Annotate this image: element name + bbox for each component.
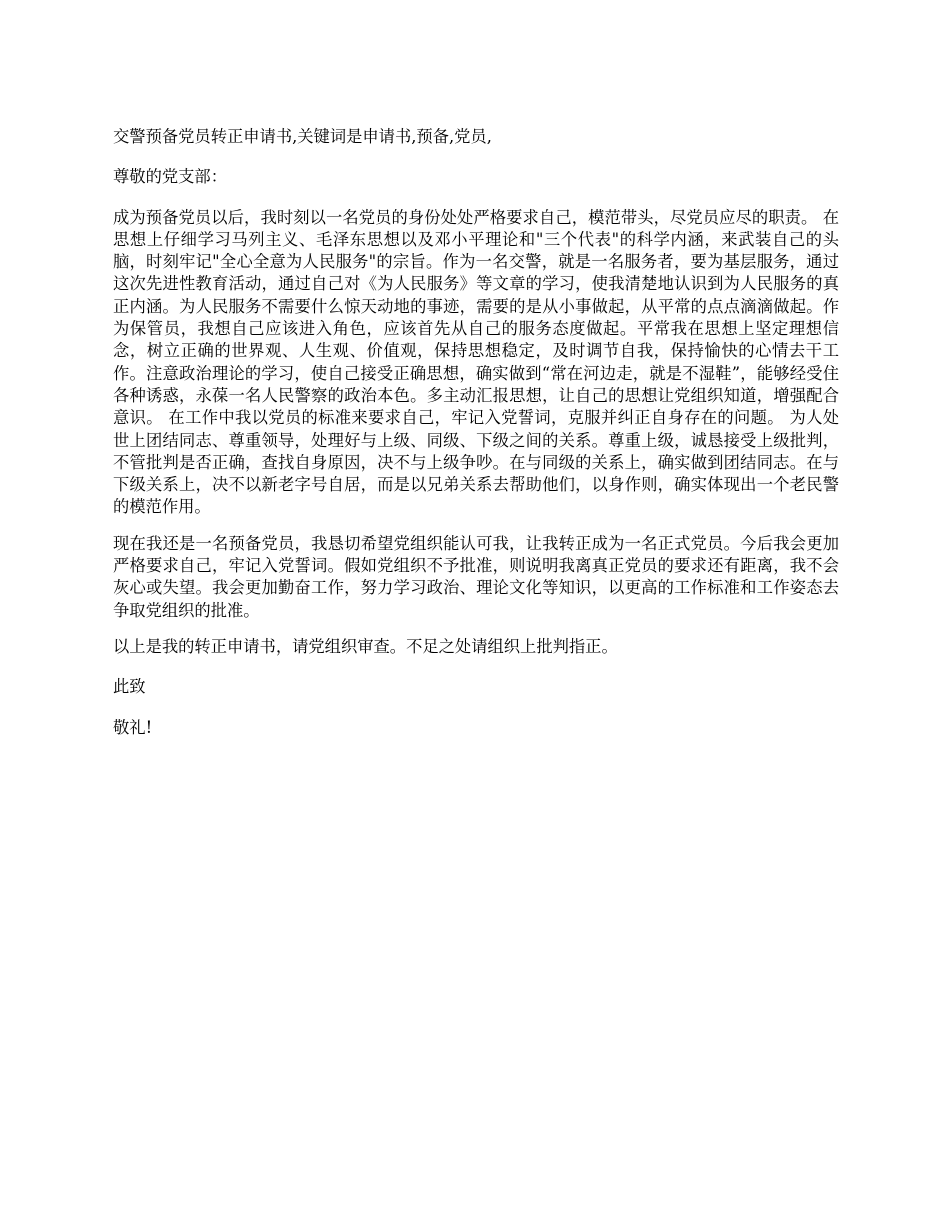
- body-paragraph-2: 现在我还是一名预备党员，我恳切希望党组织能认可我，让我转正成为一名正式党员。今后我会更加严格要求自己，牢记入党誓词。假如党组织不予批准，则说明我离真正党员的要求还有距离，我不会灰心或失望。我会更加勤奋工作，努力学习政治、理论文化等知识，以更高的工作标准和工作姿态去争取党组织的批准。: [113, 533, 839, 620]
- body-paragraph-1: 成为预备党员以后，我时刻以一名党员的身份处处严格要求自己，模范带头，尽党员应尽的职责。 在思想上仔细学习马列主义、毛泽东思想以及邓小平理论和"三个代表"的科学内涵，来武装自己的头脑，时刻牢记"全心全意为人民服务"的宗旨。作为一名交警，就是一名服务者，要为基层服务，通过这次先进性教育活动，通过自己对《为人民服务》等文章的学习，使我清楚地认识到为人民服务的真正内涵。为人民服务不需要什么惊天动地的事迹，需要的是从小事做起，从平常的点点滴滴做起。作为保管员，我想自己应该进入角色，应该首先从自己的服务态度做起。平常我在思想上坚定理想信念，树立正确的世界观、人生观、价值观，保持思想稳定，及时调节自我，保持愉快的心情去干工作。注意政治理论的学习，使自己接受正确思想，确实做到“常在河边走，就是不湿鞋”，能够经受住各种诱惑，永葆一名人民警察的政治本色。多主动汇报思想，让自己的思想让党组织知道，增强配合意识。 在工作中我以党员的标准来要求自己，牢记入党誓词，克服并纠正自身存在的问题。 为人处世上团结同志、尊重领导，处理好与上级、同级、下级之间的关系。尊重上级，诚恳接受上级批判，不管批判是否正确，查找自身原因，决不与上级争吵。在与同级的关系上，确实做到团结同志。在与下级关系上，决不以新老字号自居，而是以兄弟关系去帮助他们，以身作则，确实体现出一个老民警的模范作用。: [113, 207, 839, 517]
- document-page: [113, 126, 839, 757]
- salutation: 尊敬的党支部：: [113, 167, 227, 187]
- closing-salute: 敬礼!: [113, 717, 153, 737]
- body-paragraph-3: 以上是我的转正申请书，请党组织审查。不足之处请组织上批判指正。: [113, 636, 618, 656]
- document-title-line: 交警预备党员转正申请书,关键词是申请书,预备,党员,: [113, 127, 492, 146]
- closing-regards: 此致: [113, 677, 146, 697]
